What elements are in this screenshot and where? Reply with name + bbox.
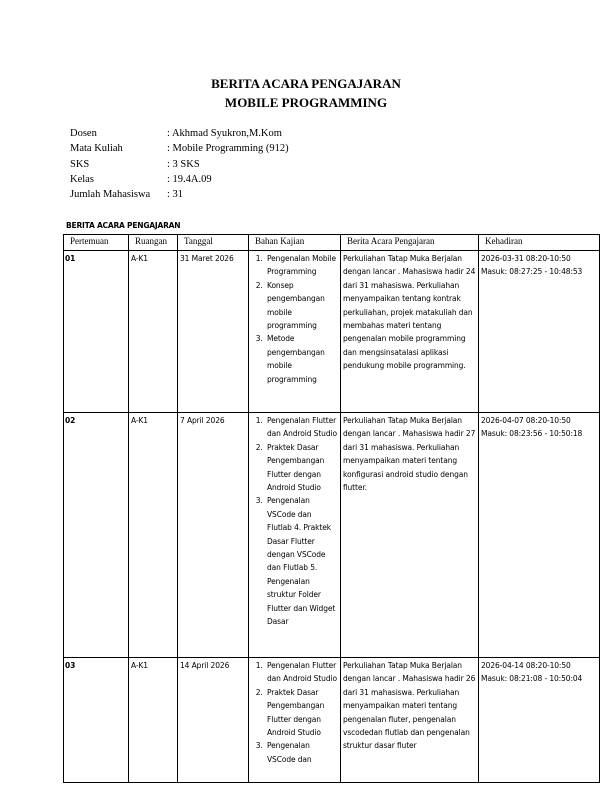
topic-item: 3. Metode pengembangan mobile programming bbox=[265, 332, 338, 386]
info-row-mata-kuliah bbox=[70, 141, 289, 156]
column-header: Bahan Kajian bbox=[249, 235, 341, 251]
info-row-jumlah-mahasiswa bbox=[70, 187, 289, 202]
topics-list bbox=[251, 414, 338, 629]
column-header: Berita Acara Pengajaran bbox=[341, 235, 479, 251]
info-label: SKS bbox=[70, 158, 90, 170]
report-cell: Perkuliahan Tatap Muka Berjalan dengan lancar . Mahasiswa hadir 24 dari 31 mahasiswa. Perkuliahan menyampaikan tentang kontrak perkuliahan, projek matakuliah dan membahas materi tentang pengenalan mobile programming dan mengsinsatalasi aplikasi pendukung mobile programming. bbox=[341, 251, 479, 413]
table-row bbox=[64, 251, 600, 413]
info-row-kelas bbox=[70, 172, 289, 187]
column-header: Kehadiran bbox=[479, 235, 600, 251]
room-cell: A-K1 bbox=[129, 413, 178, 658]
date-cell: 31 Maret 2026 bbox=[178, 251, 249, 413]
attendance-cell: 2026-03-31 08:20-10:50 Masuk: 08:27:25 - 10:48:53 bbox=[479, 251, 600, 413]
document-title: BERITA ACARA PENGAJARAN bbox=[211, 76, 401, 91]
info-value: : 31 bbox=[167, 189, 184, 201]
topics-cell bbox=[249, 413, 341, 658]
meeting-number: 01 bbox=[64, 251, 129, 413]
info-label: Kelas bbox=[70, 173, 94, 185]
table-header-row bbox=[64, 235, 600, 251]
info-label: Dosen bbox=[70, 128, 97, 139]
topic-item: 1. Pengenalan Flutter dan Android Studio bbox=[265, 414, 338, 441]
room-cell: A-K1 bbox=[129, 658, 178, 783]
table-row bbox=[64, 658, 600, 783]
meeting-number: 03 bbox=[64, 658, 129, 783]
teaching-report-table bbox=[63, 234, 600, 783]
topics-cell bbox=[249, 251, 341, 413]
meeting-number: 02 bbox=[64, 413, 129, 658]
topic-item: 1. Pengenalan Flutter dan Android Studio bbox=[265, 659, 338, 686]
report-cell: Perkuliahan Tatap Muka Berjalan dengan lancar . Mahasiswa hadir 27 dari 31 mahasiswa. Perkuliahan menyampaikan materi tentang konfigurasi android studio dengan flutter. bbox=[341, 413, 479, 658]
topic-item: 2. Praktek Dasar Pengembangan Flutter dengan Android Studio bbox=[265, 686, 338, 740]
topics-list bbox=[251, 659, 338, 766]
topic-item: 2. Praktek Dasar Pengembangan Flutter dengan Android Studio bbox=[265, 441, 338, 495]
course-info bbox=[70, 126, 289, 202]
topic-item: 2. Konsep pengembangan mobile programming bbox=[265, 279, 338, 333]
date-cell: 14 April 2026 bbox=[178, 658, 249, 783]
section-title: BERITA ACARA PENGAJARAN bbox=[66, 221, 181, 230]
topics-cell bbox=[249, 658, 341, 783]
column-header: Pertemuan bbox=[64, 235, 129, 251]
table-row bbox=[64, 413, 600, 658]
info-label: Mata Kuliah bbox=[70, 143, 123, 155]
info-value: : 3 SKS bbox=[167, 158, 200, 170]
topic-item: 3. Pengenalan VSCode dan bbox=[265, 739, 338, 766]
date-cell: 7 April 2026 bbox=[178, 413, 249, 658]
column-header: Tanggal bbox=[178, 235, 249, 251]
topics-list bbox=[251, 252, 338, 386]
info-row-dosen bbox=[70, 126, 289, 141]
topic-item: 1. Pengenalan Mobile Programming bbox=[265, 252, 338, 279]
attendance-cell: 2026-04-14 08:20-10:50 Masuk: 08:21:08 - 10:50:04 bbox=[479, 658, 600, 783]
report-cell: Perkuliahan Tatap Muka Berjalan dengan lancar . Mahasiswa hadir 26 dari 31 mahasiswa. Perkuliahan menyampaikan materi tentang pengenalan fluter, pengenalan vscodedan flutlab dan pengenalan struktur dasar fluter bbox=[341, 658, 479, 783]
info-value: : Akhmad Syukron,M.Kom bbox=[167, 128, 282, 139]
info-value: : Mobile Programming (912) bbox=[167, 143, 289, 155]
room-cell: A-K1 bbox=[129, 251, 178, 413]
info-value: : 19.4A.09 bbox=[167, 173, 212, 185]
info-row-sks bbox=[70, 157, 289, 172]
column-header: Ruangan bbox=[129, 235, 178, 251]
topic-item: 3. Pengenalan VSCode dan Flutlab 4. Praktek Dasar Flutter dengan VSCode dan Flutlab 5. Pengenalan struktur Folder Flutter dan Widget Dasar bbox=[265, 494, 338, 628]
attendance-cell: 2026-04-07 08:20-10:50 Masuk: 08:23:56 - 10:50:18 bbox=[479, 413, 600, 658]
info-label: Jumlah Mahasiswa bbox=[70, 189, 151, 201]
course-title: MOBILE PROGRAMMING bbox=[224, 95, 388, 110]
